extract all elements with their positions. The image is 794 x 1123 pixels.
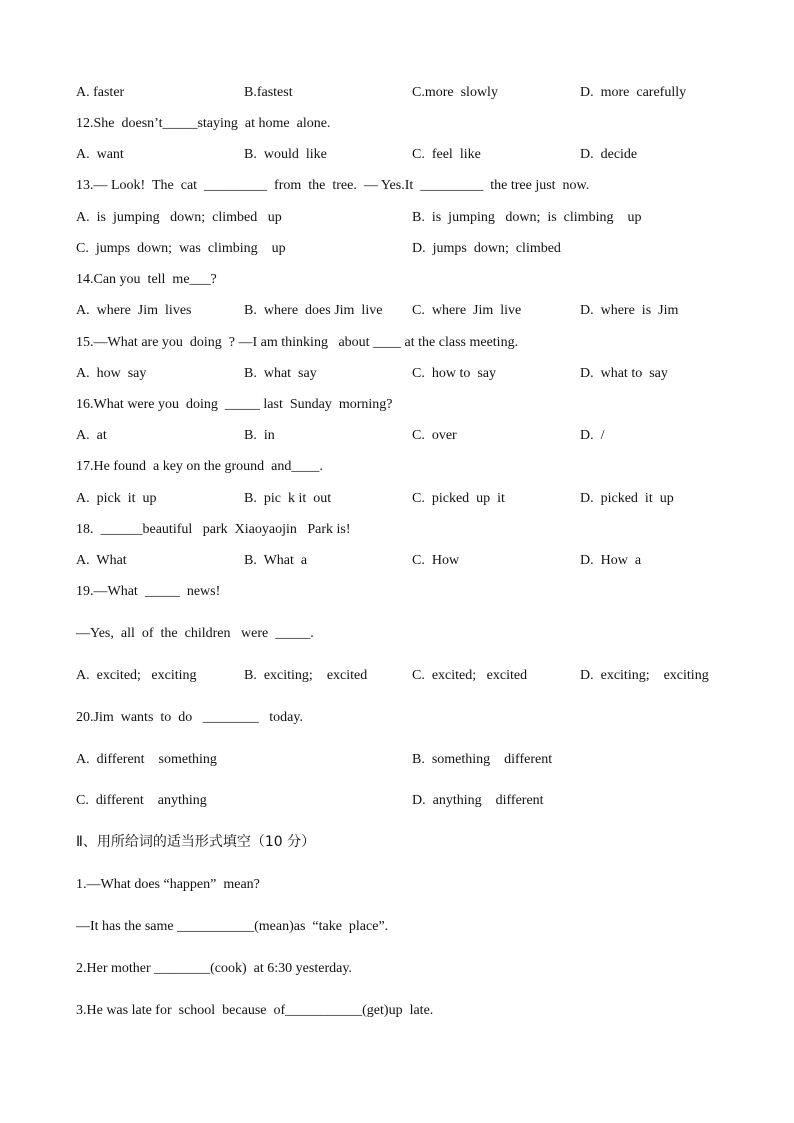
q18-option-d: D. How a: [580, 553, 642, 568]
q15-stem: 15.—What are you doing ? —I am thinking about ____ at the class meeting.: [76, 335, 519, 350]
q12-option-d: D. decide: [580, 147, 638, 162]
q13-option-c: C. jumps down; was climbing up: [76, 241, 286, 256]
q20-option-d: D. anything different: [412, 793, 544, 808]
q20-option-b: B. something different: [412, 752, 553, 767]
q14-option-b: B. where does Jim live: [244, 303, 383, 318]
q17-option-d: D. picked it up: [580, 491, 674, 506]
q15-option-c: C. how to say: [412, 366, 496, 381]
q11-option-c: C.more slowly: [412, 85, 498, 100]
q18-option-b: B. What a: [244, 553, 308, 568]
q16-option-a: A. at: [76, 428, 107, 443]
q11-option-a: A. faster: [76, 85, 125, 100]
q20-option-a: A. different something: [76, 752, 217, 767]
q14-option-d: D. where is Jim: [580, 303, 679, 318]
q12-option-c: C. feel like: [412, 147, 481, 162]
q19-option-c: C. excited; excited: [412, 668, 528, 683]
fill-item: 1.—What does “happen” mean?: [76, 877, 260, 892]
q14-stem: 14.Can you tell me___?: [76, 272, 217, 287]
q19-stem-reply: —Yes, all of the children were _____.: [76, 626, 314, 641]
q20-option-c: C. different anything: [76, 793, 207, 808]
fill-item: 2.Her mother ________(cook) at 6:30 yesterday.: [76, 961, 352, 976]
q18-option-a: A. What: [76, 553, 127, 568]
q18-option-c: C. How: [412, 553, 460, 568]
q15-option-b: B. what say: [244, 366, 317, 381]
q17-option-b: B. pic k it out: [244, 491, 332, 506]
q12-stem: 12.She doesn’t_____staying at home alone.: [76, 116, 331, 131]
q18-stem: 18. ______beautiful park Xiaoyaojin Park is!: [76, 522, 351, 537]
q16-option-d: D. /: [580, 428, 605, 443]
q15-option-d: D. what to say: [580, 366, 668, 381]
q19-stem: 19.—What _____ news!: [76, 584, 221, 599]
q14-option-c: C. where Jim live: [412, 303, 522, 318]
q17-option-c: C. picked up it: [412, 491, 505, 506]
q16-option-c: C. over: [412, 428, 457, 443]
q12-option-a: A. want: [76, 147, 124, 162]
q13-option-d: D. jumps down; climbed: [412, 241, 561, 256]
fill-item: 3.He was late for school because of___________(get)up late.: [76, 1003, 434, 1018]
q14-option-a: A. where Jim lives: [76, 303, 192, 318]
fill-item: —It has the same ___________(mean)as “take place”.: [76, 919, 389, 934]
q11-option-d: D. more carefully: [580, 85, 687, 100]
q13-option-a: A. is jumping down; climbed up: [76, 210, 282, 225]
q13-stem: 13.— Look! The cat _________ from the tree. — Yes.It _________ the tree just now.: [76, 178, 590, 193]
q19-option-b: B. exciting; excited: [244, 668, 368, 683]
section-heading: Ⅱ、用所给词的适当形式填空（10 分）: [76, 834, 316, 850]
q15-option-a: A. how say: [76, 366, 147, 381]
q16-stem: 16.What were you doing _____ last Sunday morning?: [76, 397, 393, 412]
q19-option-d: D. exciting; exciting: [580, 668, 709, 683]
q12-option-b: B. would like: [244, 147, 327, 162]
q11-option-b: B.fastest: [244, 85, 293, 100]
q19-option-a: A. excited; exciting: [76, 668, 197, 683]
q17-stem: 17.He found a key on the ground and____.: [76, 459, 323, 474]
q16-option-b: B. in: [244, 428, 275, 443]
q13-option-b: B. is jumping down; is climbing up: [412, 210, 642, 225]
q20-stem: 20.Jim wants to do ________ today.: [76, 710, 303, 725]
q17-option-a: A. pick it up: [76, 491, 157, 506]
